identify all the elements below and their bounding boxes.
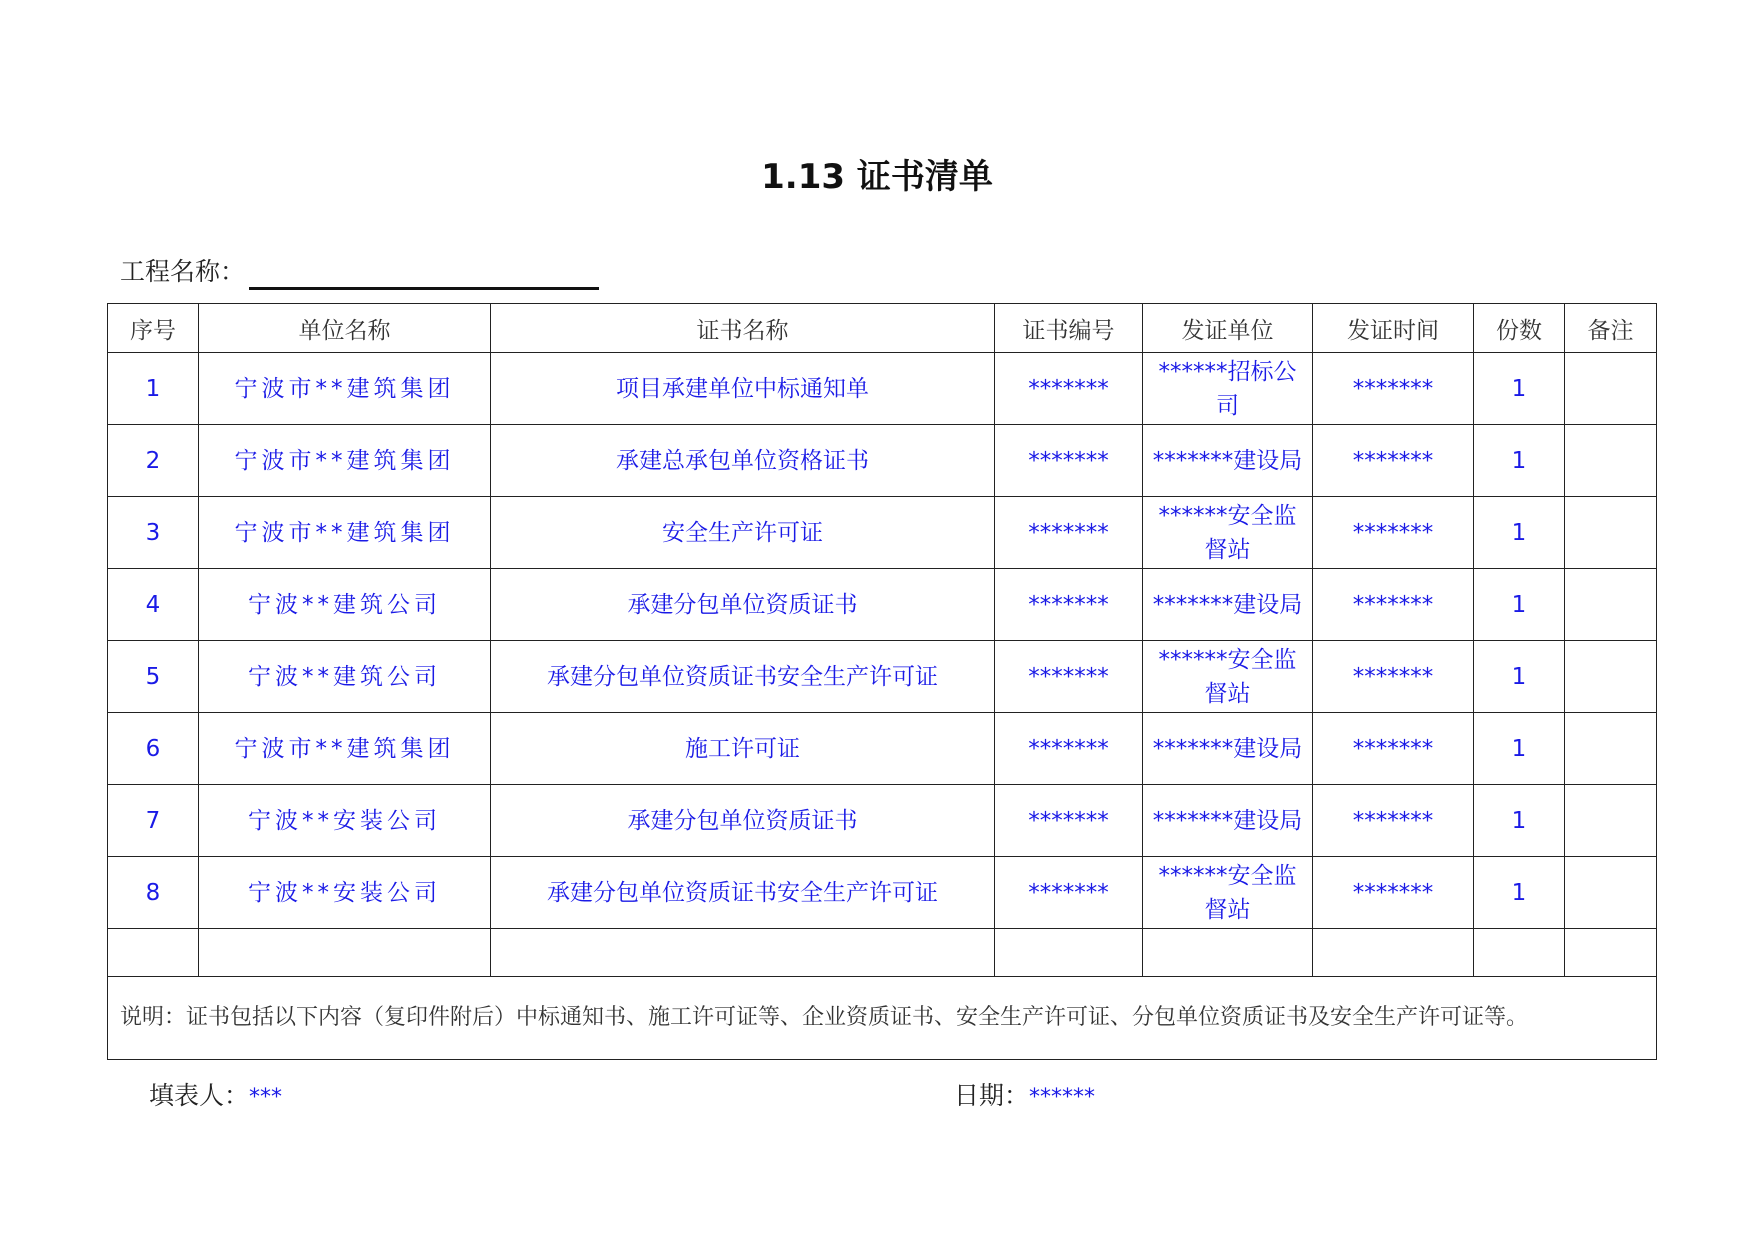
header-cell-unit: 单位名称 [199, 304, 491, 353]
issuer-text: *******建设局 [1152, 735, 1303, 762]
cell-copies: 1 [1474, 785, 1565, 857]
cell-no: 8 [108, 857, 199, 929]
cell-date: ******* [1313, 353, 1474, 425]
cell-copies: 1 [1474, 353, 1565, 425]
project-name-blank [249, 259, 599, 290]
cell-unit: 宁波**建筑公司 [199, 641, 491, 713]
cell-unit: 宁波市**建筑集团 [199, 713, 491, 785]
table-row [108, 425, 1657, 497]
cell-no: 1 [108, 353, 199, 425]
cell-remark [1565, 425, 1657, 497]
cell-copies: 1 [1474, 713, 1565, 785]
cell-issuer [1143, 857, 1313, 929]
filler-line [149, 1078, 282, 1116]
cell-copies: 1 [1474, 425, 1565, 497]
issuer-text: *******建设局 [1152, 807, 1303, 834]
cell-copies: 1 [1474, 641, 1565, 713]
cell-copies: 1 [1474, 857, 1565, 929]
cell-cert: 项目承建单位中标通知单 [491, 353, 995, 425]
table-row [108, 857, 1657, 929]
cell-issuer [1143, 641, 1313, 713]
cell-unit: 宁波**安装公司 [199, 785, 491, 857]
table-note-row [108, 977, 1657, 1060]
cell-unit: 宁波市**建筑集团 [199, 425, 491, 497]
cell-date: ******* [1313, 785, 1474, 857]
cell-cert: 承建分包单位资质证书 [491, 785, 995, 857]
cell-issuer [1143, 497, 1313, 569]
cell-remark [1565, 785, 1657, 857]
cell-no: 3 [108, 497, 199, 569]
cell-issuer-empty [1143, 929, 1313, 977]
cell-issuer [1143, 713, 1313, 785]
cell-code: ******* [995, 353, 1143, 425]
cell-copies: 1 [1474, 497, 1565, 569]
cell-remark [1565, 497, 1657, 569]
table-row [108, 353, 1657, 425]
cell-date-empty [1313, 929, 1474, 977]
cell-remark-empty [1565, 929, 1657, 977]
cell-remark [1565, 641, 1657, 713]
issuer-text: *******建设局 [1152, 447, 1303, 474]
table-row-empty [108, 929, 1657, 977]
cell-unit: 宁波市**建筑集团 [199, 353, 491, 425]
cell-code: ******* [995, 857, 1143, 929]
table-row [108, 713, 1657, 785]
cell-date: ******* [1313, 569, 1474, 641]
table-row [108, 785, 1657, 857]
cell-no: 6 [108, 713, 199, 785]
cell-date: ******* [1313, 713, 1474, 785]
cell-code: ******* [995, 641, 1143, 713]
date-line [954, 1078, 1095, 1116]
cell-code: ******* [995, 569, 1143, 641]
cell-copies-empty [1474, 929, 1565, 977]
cell-remark [1565, 569, 1657, 641]
cell-no: 7 [108, 785, 199, 857]
header-cell-no: 序号 [108, 304, 199, 353]
page-title: 1.13 证书清单 [761, 157, 993, 197]
table-row [108, 569, 1657, 641]
filler-value: *** [249, 1085, 283, 1110]
cell-code: ******* [995, 713, 1143, 785]
cell-no: 4 [108, 569, 199, 641]
table-row [108, 497, 1657, 569]
cell-date: ******* [1313, 857, 1474, 929]
issuer-text: ******安全监督站 [1158, 646, 1297, 707]
cell-unit: 宁波**安装公司 [199, 857, 491, 929]
cell-date: ******* [1313, 497, 1474, 569]
project-name-line [120, 254, 599, 290]
cell-no: 5 [108, 641, 199, 713]
cell-cert: 施工许可证 [491, 713, 995, 785]
certificate-table [107, 303, 1657, 1060]
cell-cert: 承建分包单位资质证书 [491, 569, 995, 641]
cell-unit-empty [199, 929, 491, 977]
date-label: 日期： [954, 1081, 1030, 1110]
cell-cert-empty [491, 929, 995, 977]
cell-date: ******* [1313, 425, 1474, 497]
header-cell-issuer: 发证单位 [1143, 304, 1313, 353]
cell-unit: 宁波**建筑公司 [199, 569, 491, 641]
table-header-row [108, 304, 1657, 353]
cell-cert: 承建分包单位资质证书安全生产许可证 [491, 641, 995, 713]
cell-date: ******* [1313, 641, 1474, 713]
cell-cert: 安全生产许可证 [491, 497, 995, 569]
header-cell-remark: 备注 [1565, 304, 1657, 353]
cell-code: ******* [995, 425, 1143, 497]
issuer-text: ******安全监督站 [1158, 502, 1297, 563]
project-name-label: 工程名称： [120, 257, 246, 286]
table-row [108, 641, 1657, 713]
cell-cert: 承建总承包单位资格证书 [491, 425, 995, 497]
cell-copies: 1 [1474, 569, 1565, 641]
cell-code: ******* [995, 497, 1143, 569]
cell-no: 2 [108, 425, 199, 497]
issuer-text: ******招标公司 [1158, 358, 1297, 419]
table-note: 说明：证书包括以下内容（复印件附后）中标通知书、施工许可证等、企业资质证书、安全生产许可证、分包单位资质证书及安全生产许可证等。 [108, 977, 1657, 1060]
header-cell-code: 证书编号 [995, 304, 1143, 353]
issuer-text: *******建设局 [1152, 591, 1303, 618]
filler-label: 填表人： [149, 1081, 250, 1110]
cell-issuer [1143, 785, 1313, 857]
cell-cert: 承建分包单位资质证书安全生产许可证 [491, 857, 995, 929]
cell-remark [1565, 857, 1657, 929]
cell-code-empty [995, 929, 1143, 977]
cell-remark [1565, 353, 1657, 425]
header-cell-cert: 证书名称 [491, 304, 995, 353]
issuer-text: ******安全监督站 [1158, 862, 1297, 923]
cell-issuer [1143, 425, 1313, 497]
cell-issuer [1143, 569, 1313, 641]
cell-remark [1565, 713, 1657, 785]
header-cell-date: 发证时间 [1313, 304, 1474, 353]
cell-unit: 宁波市**建筑集团 [199, 497, 491, 569]
date-value: ****** [1029, 1085, 1096, 1110]
cell-code: ******* [995, 785, 1143, 857]
cell-issuer [1143, 353, 1313, 425]
cell-no-empty [108, 929, 199, 977]
header-cell-copies: 份数 [1474, 304, 1565, 353]
